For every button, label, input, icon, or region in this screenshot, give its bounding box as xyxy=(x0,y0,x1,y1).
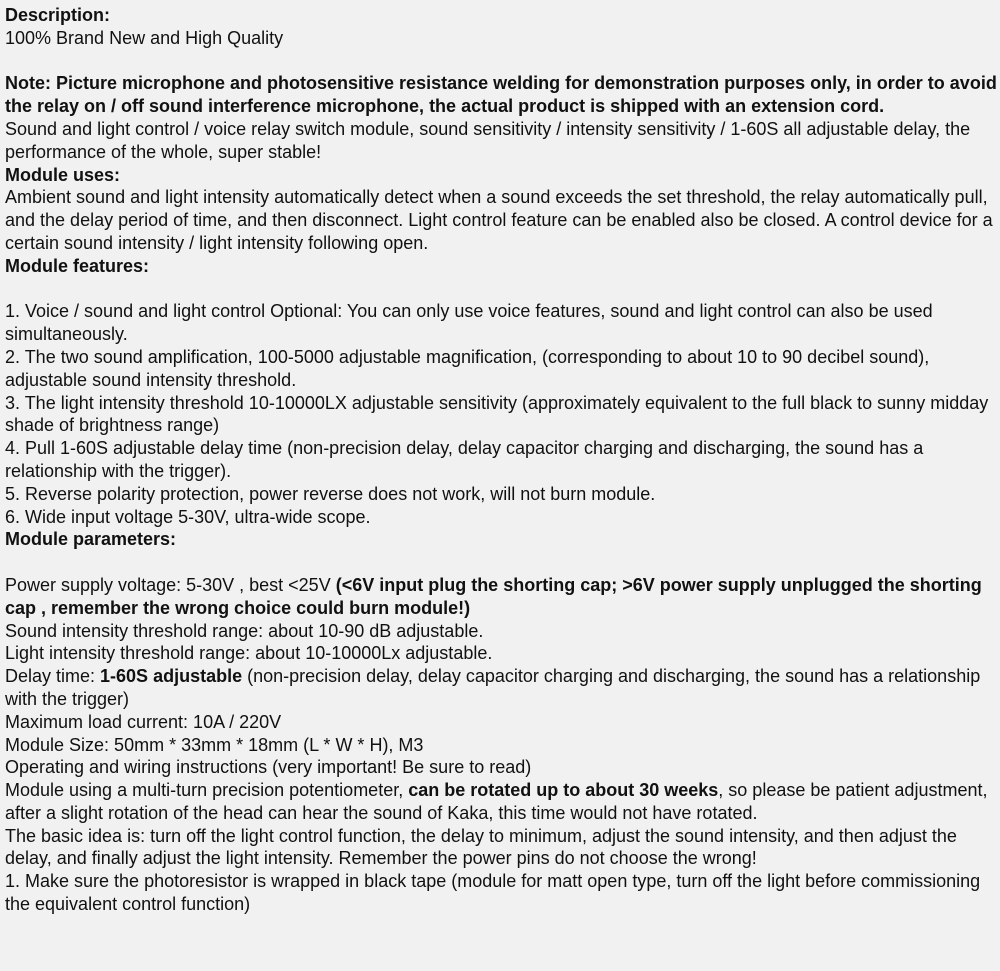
summary-text: Sound and light control / voice relay switch module, sound sensitivity / intensity sensitivity / 1-60S all adjustable delay, the performance of the whole, super stable! xyxy=(5,118,971,162)
spacer xyxy=(5,278,997,301)
note-text: Note: Picture microphone and photosensitive resistance welding for demonstration purposes only, in order to avoid the relay on / off sound interference microphone, the actual product is shipped with an extension cord. xyxy=(5,73,997,117)
uses-heading: Module uses: xyxy=(5,164,121,185)
param-sound-threshold: Sound intensity threshold range: about 10-90 dB adjustable. xyxy=(5,620,484,641)
param-potentiometer xyxy=(5,779,997,825)
feature-item: 5. Reverse polarity protection, power reverse does not work, will not burn module. xyxy=(5,483,656,504)
param-step-1: 1. Make sure the photoresistor is wrapped in black tape (module for matt open type, turn off the light before commissioning the equivalent control function) xyxy=(5,871,981,915)
feature-item: 3. The light intensity threshold 10-10000LX adjustable sensitivity (approximately equivalent to the full black to sunny midday shade of brightness range) xyxy=(5,392,989,436)
param-pot-highlight: can be rotated up to about 30 weeks xyxy=(408,780,719,801)
param-delay-note: (non-precision delay, delay capacitor charging and discharging, the sound has a relationship with the trigger) xyxy=(5,666,981,709)
uses-text: Ambient sound and light intensity automatically detect when a sound exceeds the set threshold, the relay automatically pull, and the delay period of time, and then disconnect. Light control feature can be enabled also be closed. A control device for a certain sound intensity / light intensity following open. xyxy=(5,187,993,253)
feature-item: 1. Voice / sound and light control Optional: You can only use voice features, sound and light control can also be used simultaneously. xyxy=(5,301,933,345)
parameters-heading: Module parameters: xyxy=(5,529,177,550)
product-description xyxy=(5,4,997,916)
param-max-load: Maximum load current: 10A / 220V xyxy=(5,711,282,732)
features-heading: Module features: xyxy=(5,255,150,276)
feature-item: 4. Pull 1-60S adjustable delay time (non-precision delay, delay capacitor charging and discharging, the sound has a relationship with the trigger). xyxy=(5,438,924,481)
param-power xyxy=(5,574,997,620)
param-pot-note: , so please be patient adjustment, after a slight rotation of the head can hear the sound of Kaka, this time would not have rotated. xyxy=(5,780,988,823)
spacer xyxy=(5,50,997,73)
param-size: Module Size: 50mm * 33mm * 18mm (L * W * H), M3 xyxy=(5,734,424,755)
param-instructions: Operating and wiring instructions (very important! Be sure to read) xyxy=(5,757,532,778)
param-delay-value: 1-60S adjustable xyxy=(100,666,243,687)
description-heading: Description: xyxy=(5,5,111,25)
description-line: 100% Brand New and High Quality xyxy=(5,27,284,48)
feature-item: 2. The two sound amplification, 100-5000 adjustable magnification, (corresponding to about 10 to 90 decibel sound), adjustable sound intensity threshold. xyxy=(5,346,930,390)
param-delay xyxy=(5,665,997,711)
spacer xyxy=(5,551,997,574)
param-power-text: Power supply voltage: 5-30V , best <25V xyxy=(5,574,336,595)
feature-item: 6. Wide input voltage 5-30V, ultra-wide scope. xyxy=(5,506,371,527)
param-light-threshold: Light intensity threshold range: about 10-10000Lx adjustable. xyxy=(5,643,493,664)
param-delay-label: Delay time: xyxy=(5,666,101,687)
param-basic-idea: The basic idea is: turn off the light control function, the delay to minimum, adjust the sound intensity, and then adjust the delay, and finally adjust the light intensity. Remember the power pins do not choose the wrong! xyxy=(5,825,957,869)
param-pot-text: Module using a multi-turn precision potentiometer, xyxy=(5,780,409,801)
param-power-warning: (<6V input plug the shorting cap; >6V power supply unplugged the shorting cap , remember the wrong choice could burn module!) xyxy=(5,574,982,618)
